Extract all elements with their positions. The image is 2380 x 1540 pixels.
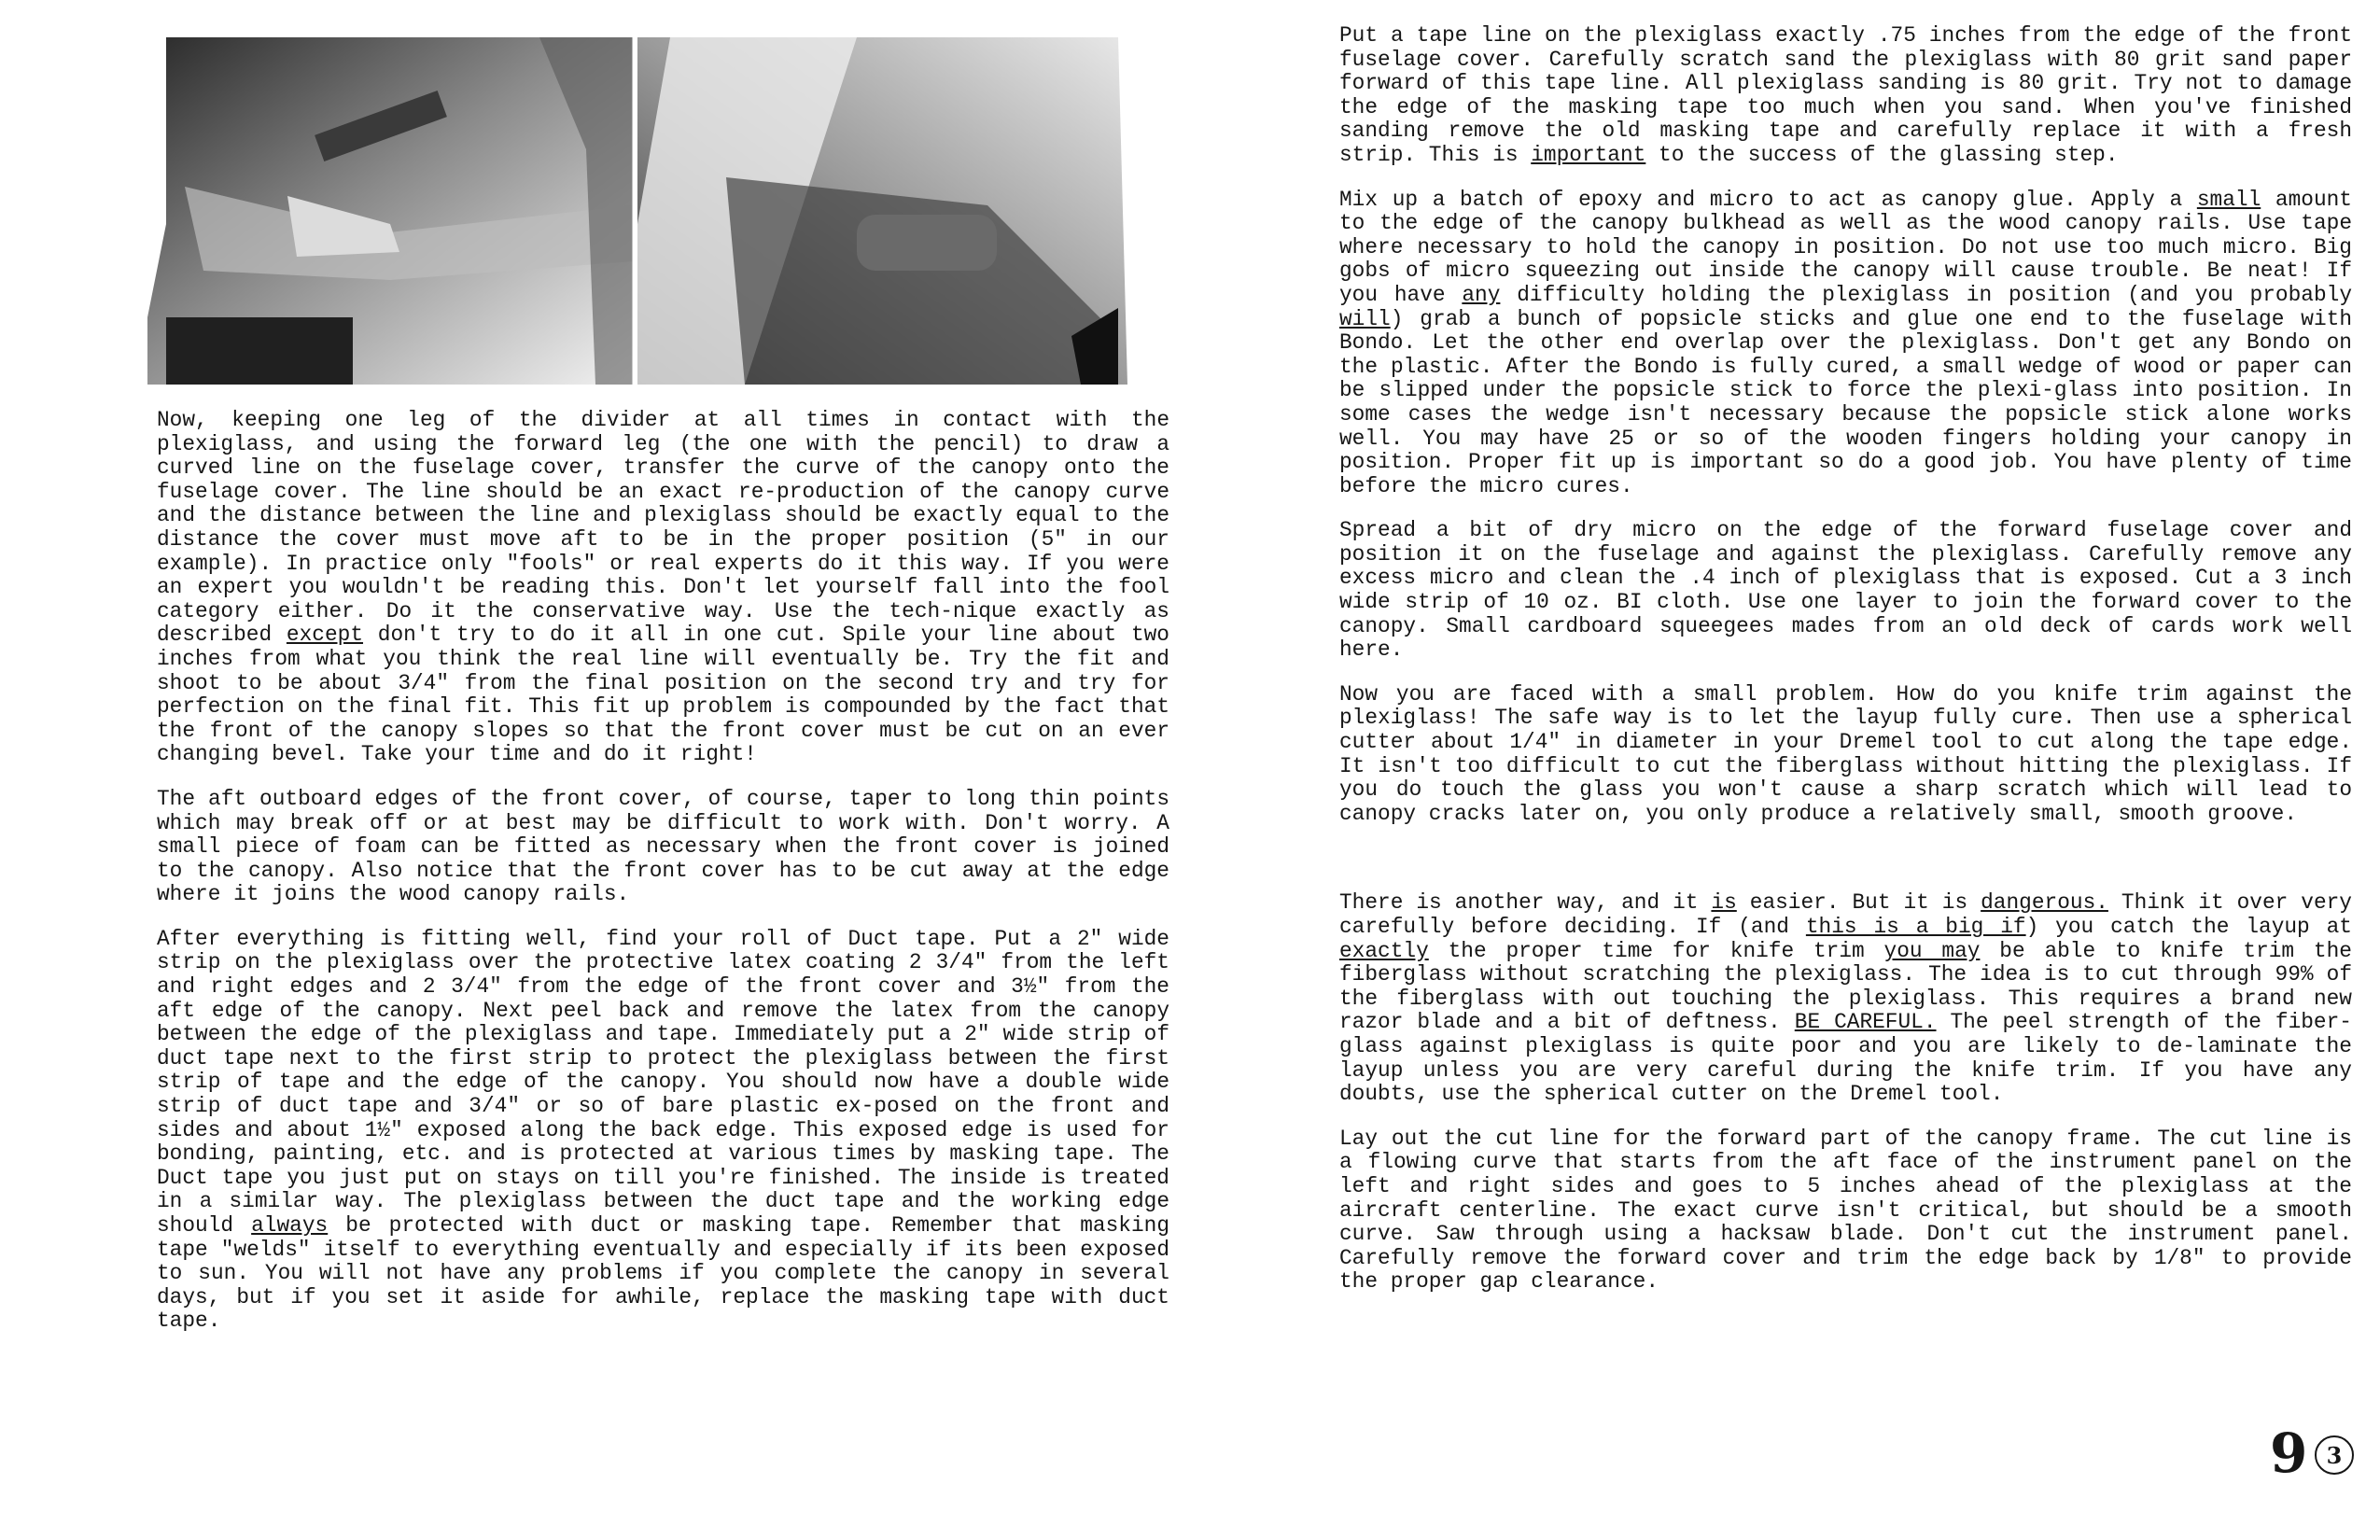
text-run: difficulty holding the plexiglass in position (and you probably	[1500, 282, 2352, 307]
text-run: easier. But it is	[1736, 890, 1981, 916]
canopy-photo	[147, 37, 1127, 385]
underlined-text: exactly	[1339, 938, 1429, 963]
underlined-text: will	[1339, 306, 1391, 331]
text-run: the proper time for knife trim	[1428, 938, 1884, 963]
underlined-text: any	[1462, 282, 1501, 307]
underlined-text: dangerous.	[1981, 890, 2108, 916]
text-run: Think it over very carefully before deciding. If (and	[1339, 890, 2352, 939]
text-run: don't try to do it all in one cut. Spile your line about two inches from what you think the real line will eventually be. Try the fit and shoot to be about 3/4" from the final position on the second try and try for perfection on the final fit. This fit up problem is compounded by the fact that the front of the canopy slopes so that the front cover must be cut on an ever changing bevel. Take your time and do it right!	[157, 623, 1169, 767]
underlined-text: BE CAREFUL.	[1794, 1010, 1937, 1035]
right-column	[1339, 24, 2352, 1315]
text-run: The peel strength of the fiber-glass against plexiglass is quite poor and you are likely to de-laminate the layup unless you are very careful during the knife trim. If you have any doubts, use the spherical cutter on the Dremel tool.	[1339, 1010, 2352, 1107]
right-paragraph-4: Now you are faced with a small problem. How do you knife trim against the plexiglass! The safe way is to let the layup fully cure. Then use a spherical cutter about 1/4" in diameter in your Dremel tool to cut along the tape edge. It isn't too difficult to cut the fiberglass without hitting the plexiglass. If you do touch the glass you won't cause a sharp scratch which will lead to canopy cracks later on, you only produce a relatively small, smooth groove.	[1339, 681, 2352, 826]
underlined-text: except	[286, 623, 364, 648]
right-paragraph-5	[1339, 891, 2352, 1106]
right-paragraph-1	[1339, 24, 2352, 168]
right-paragraph-6: Lay out the cut line for the forward part of the canopy frame. The cut line is a flowing curve that starts from the aft face of the instrument panel on the left and right sides and goes to 5 inches ahead of the plexiglass at the aircraft centerline. The exact curve isn't critical, but should be a smooth curve. Saw through using a hacksaw blade. Don't cut the instrument panel. Carefully remove the forward cover and trim the edge back by 1/8" to provide the proper gap clearance.	[1339, 1126, 2352, 1295]
text-run: ) grab a bunch of popsicle sticks and glue one end to the fuselage with Bondo. Let the other end overlap over the plexiglass. Don't get any Bondo on the plastic. After the Bondo is fully cured, a small wedge of wood or paper can be slipped under the popsicle stick to force the plexi-glass into position. In some cases the wedge isn't necessary because the popsicle stick alone works well. You may have 25 or so of the wooden fingers holding your canopy in position. Proper fit up is important so do a good job. You have plenty of time before the micro cures.	[1339, 306, 2352, 498]
text-run: ) you catch the layup at	[2025, 915, 2352, 939]
text-run: There is another way, and it	[1339, 890, 1712, 916]
text-run: Put a tape line on the plexiglass exactly .75 inches from the edge of the front fuselage cover. Carefully scratch sand the plexiglass with 80 grit sand paper forward of this tape line. All plexiglass sanding is 80 grit. Try not to damage the edge of the masking tape too much when you sand. When you've finished sanding remove the old masking tape and carefully replace it with a fresh strip. This is	[1339, 23, 2352, 167]
text-run: Mix up a batch of epoxy and micro to act as canopy glue. Apply a	[1339, 187, 2197, 212]
underlined-text: always	[251, 1213, 329, 1238]
left-paragraph-1	[157, 409, 1169, 767]
text-run: to the success of the glassing step.	[1645, 142, 2119, 167]
left-column	[157, 409, 1169, 1354]
text-run: Now, keeping one leg of the divider at all times in contact with the plexiglass, and using the forward leg (the one with the pencil) to draw a curved line on the fuselage cover, transfer the curve of the canopy onto the fuselage cover. The line should be an exact re-production of the canopy curve and the distance between the line and plexiglass should be exactly equal to the distance the cover must move aft to be in the proper position (5" in our example). In practice only "fools" or real experts do it this way. If you were an expert you wouldn't be reading this. Don't let yourself fall into the fool category either. Do it the conservative way. Use the tech-nique exactly as described	[157, 408, 1169, 648]
underlined-text: important	[1531, 142, 1646, 167]
right-paragraph-3: Spread a bit of dry micro on the edge of the forward fuselage cover and position it on the fuselage and against the plexiglass. Carefully remove any excess micro and clean the .4 inch of plexiglass that is exposed. Cut a 3 inch wide strip of 10 oz. BI cloth. Use one layer to join the forward cover to the canopy. Small cardboard squeegees mades from an old deck of cards work well here.	[1339, 518, 2352, 663]
underlined-text: this is a big if	[1805, 915, 2026, 939]
right-paragraph-2	[1339, 189, 2352, 499]
circled-section-number: 3	[2315, 1435, 2354, 1475]
left-paragraph-2: The aft outboard edges of the front cover, of course, taper to long thin points which may break off or at best may be difficult to work with. Don't worry. A small piece of foam can be fitted as necessary when the front cover is joined to the canopy. Also notice that the front cover has to be cut away at the edge where it joins the wood canopy rails.	[157, 786, 1169, 907]
underlined-text: small	[2196, 187, 2261, 212]
page-number: 9	[2270, 1421, 2308, 1485]
underlined-text: you may	[1883, 938, 1981, 963]
text-run: be able to knife trim the fiberglass without scratching the plexiglass. The idea is to cut through 99% of the fiberglass with out touching the plexiglass. This requires a brand new razor blade and a bit of deftness.	[1339, 938, 2352, 1035]
left-paragraph-3	[157, 928, 1169, 1334]
text-run: After everything is fitting well, find your roll of Duct tape. Put a 2" wide strip on the plexiglass over the protective latex coating 2 3/4" from the left and right edges and 2 3/4" from the edge of the front cover and 3½" from the aft edge of the canopy. Next peel back and remove the latex from the canopy between the edge of the plexiglass and tape. Immediately put a 2" wide strip of duct tape next to the first strip to protect the plexiglass between the first strip of tape and the edge of the canopy. You should now have a double wide strip of duct tape and 3/4" or so of bare plastic ex-posed on the front and sides and about 1½" exposed along the back edge. This exposed edge is used for bonding, painting, etc. and is protected at various times by masking tape. The Duct tape you just put on stays on till you're finished. The inside is treated in a similar way. The plexiglass between the duct tape and the working edge should	[157, 926, 1169, 1238]
underlined-text: is	[1711, 890, 1737, 916]
text-run: amount to the edge of the canopy bulkhead as well as the wood canopy rails. Use tape where necessary to hold the canopy in position. Do not use too much micro. Big gobs of micro squeezing out inside the canopy will cause trouble. Be neat! If you have	[1339, 187, 2352, 307]
text-run: be protected with duct or masking tape. Remember that masking tape "welds" itself to everything eventually and especially if its been exposed to sun. You will not have any problems if you complete the canopy in several days, but if you set it aside for awhile, replace the masking tape with duct tape.	[157, 1213, 1169, 1334]
